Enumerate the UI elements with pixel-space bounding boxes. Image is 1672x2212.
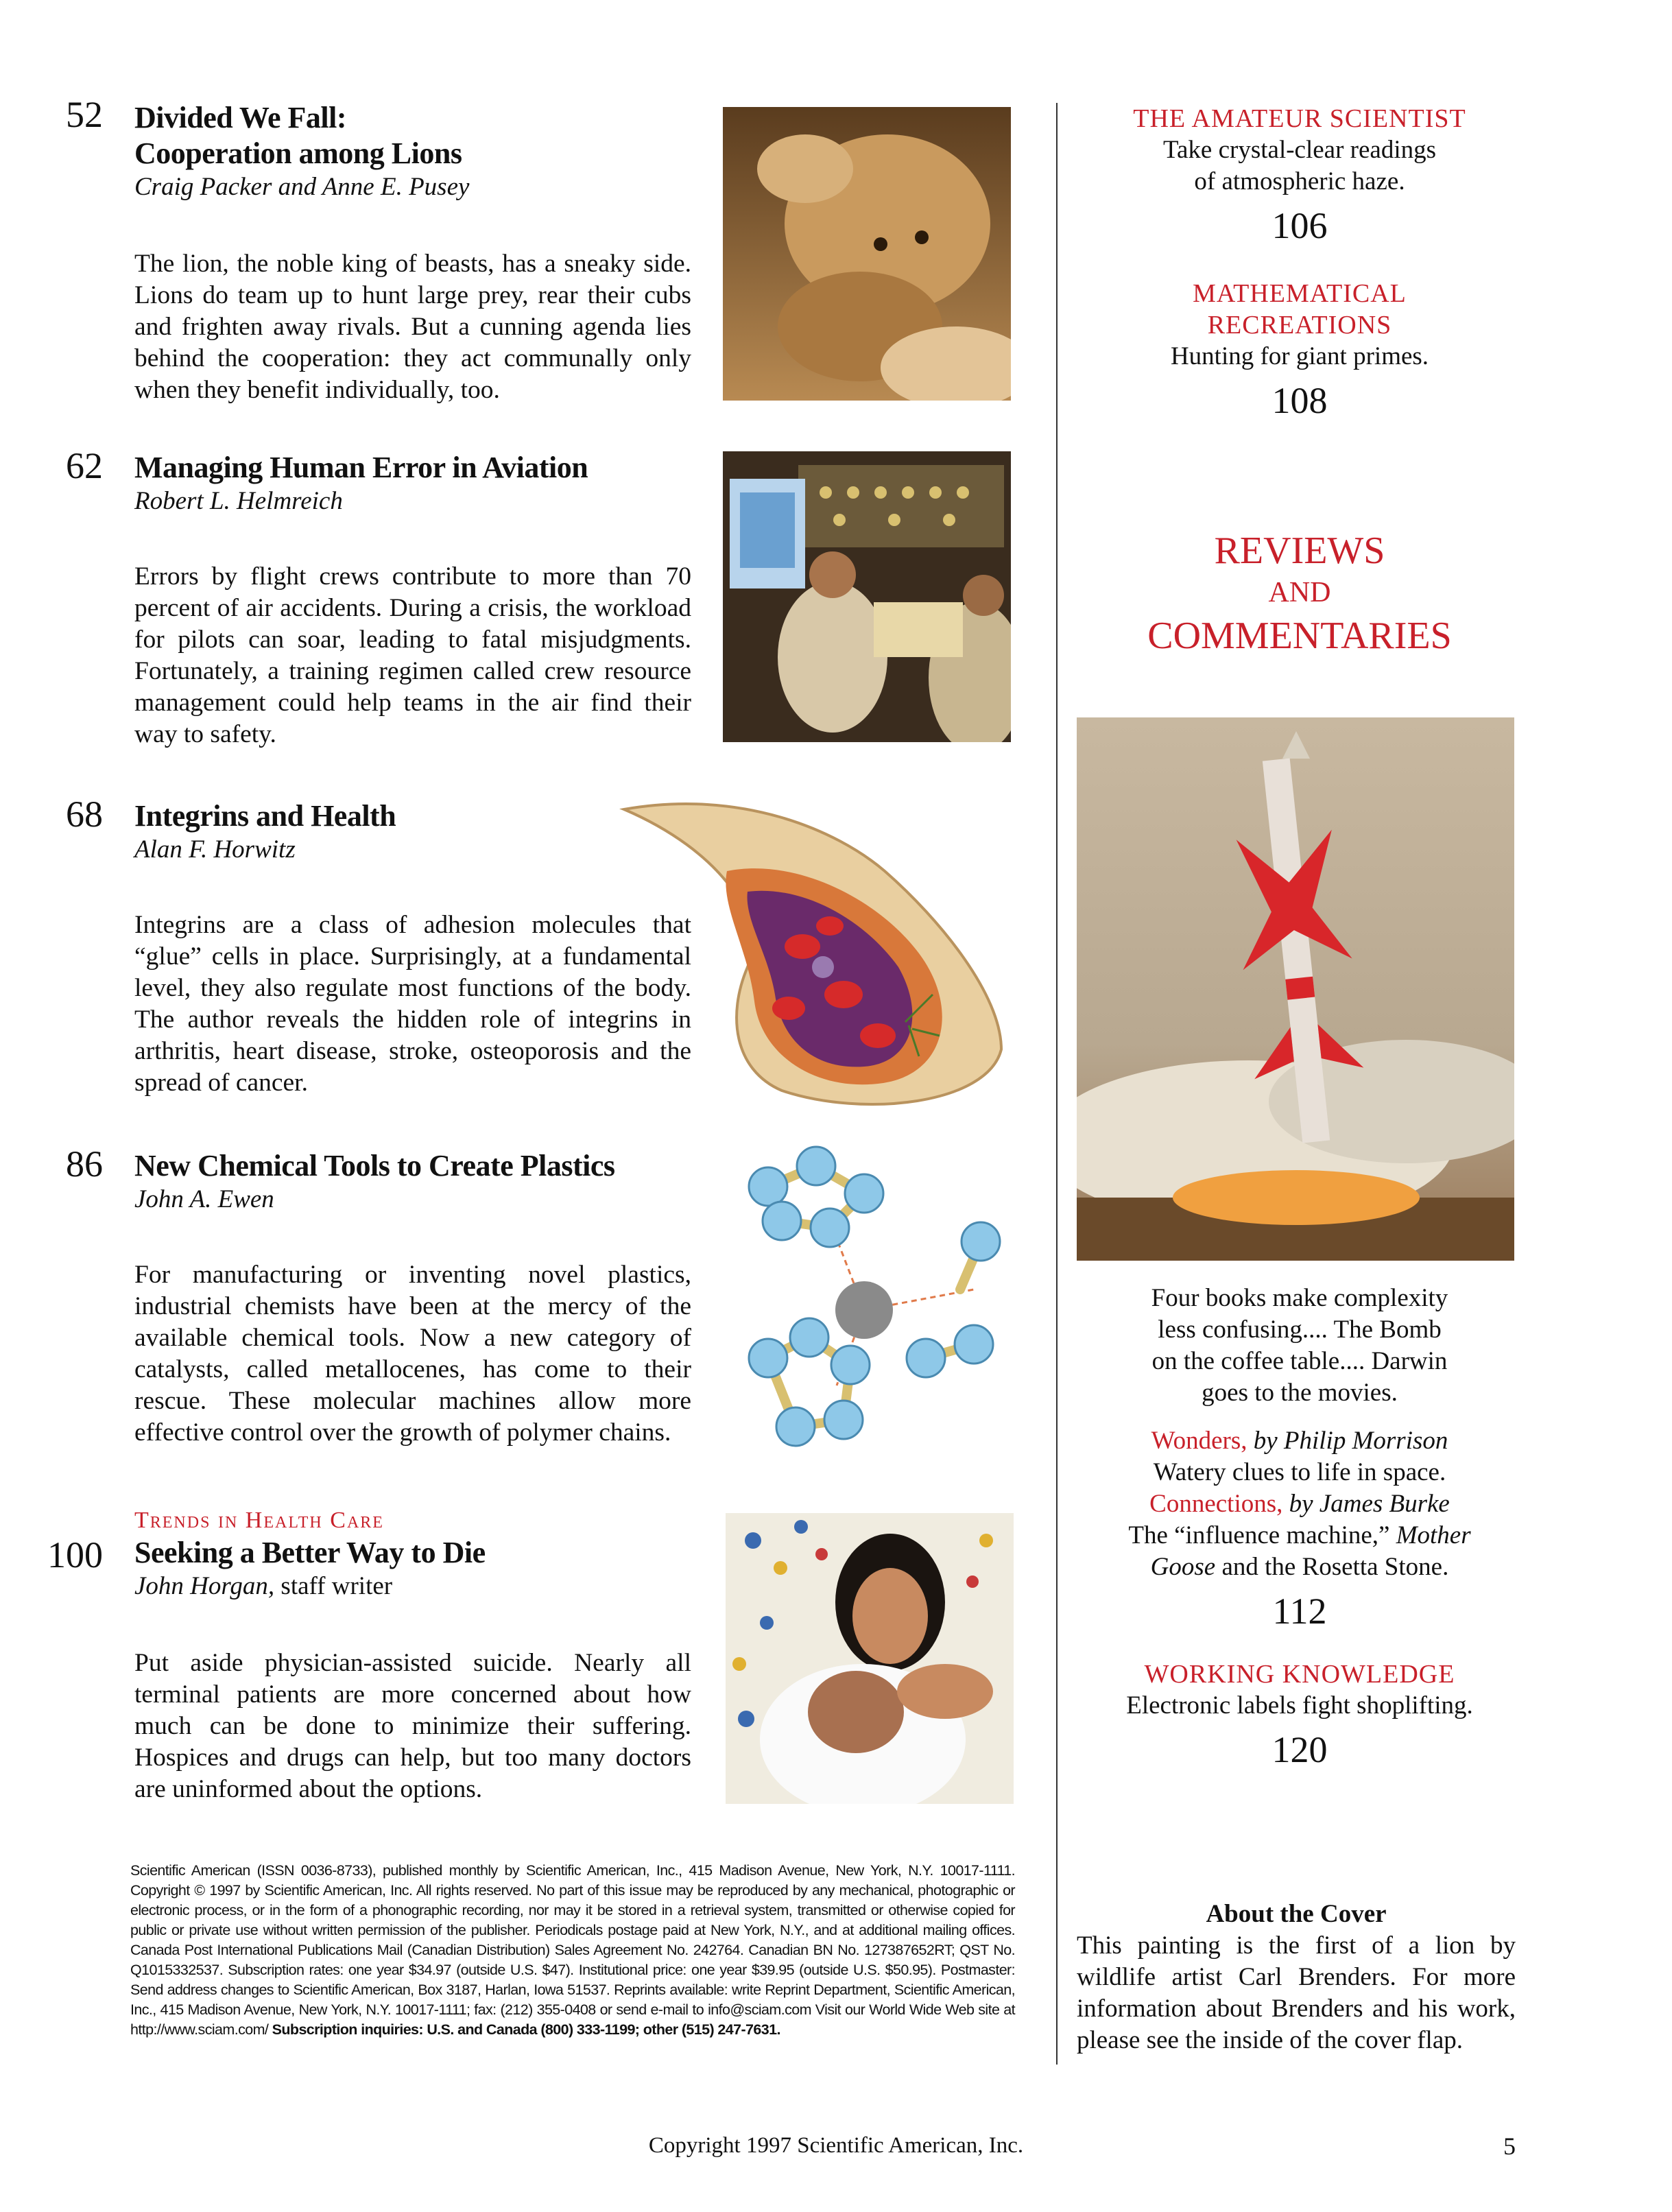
about-cover-text: This painting is the first of a lion by wildlife artist Carl Brenders. For more information about Brenders and his work, please see the inside of the cover flap. bbox=[1077, 1931, 1516, 2054]
review-text: goes to the movies. bbox=[1202, 1379, 1398, 1407]
and-word: AND bbox=[1268, 577, 1331, 608]
subscription-inquiries: Subscription inquiries: U.S. and Canada (800) 333-1199; other (515) 247-7631. bbox=[272, 2021, 780, 2038]
column-connections[interactable] bbox=[1070, 1488, 1529, 1635]
article-author: Alan F. Horwitz bbox=[134, 835, 296, 864]
article-author bbox=[134, 1571, 691, 1602]
article-lions[interactable] bbox=[134, 100, 691, 406]
department-text: Hunting for giant primes. bbox=[1170, 342, 1429, 370]
article-page-number: 86 bbox=[66, 1143, 103, 1185]
department-text: of atmospheric haze. bbox=[1194, 167, 1405, 195]
article-integrins[interactable] bbox=[134, 798, 691, 1099]
article-author: Craig Packer and Anne E. Pusey bbox=[134, 173, 470, 201]
department-heading[interactable]: THE AMATEUR SCIENTIST bbox=[1133, 104, 1466, 133]
publication-legal-notice bbox=[130, 1861, 1015, 2040]
department-amateur-scientist[interactable] bbox=[1070, 103, 1529, 250]
article-title[interactable]: New Chemical Tools to Create Plastics bbox=[134, 1149, 615, 1182]
article-description: Errors by flight crews contribute to more than 70 percent of air accidents. During a crisis, the workload for pilots can soar, leading to fatal misjudgments. Fortunately, a training regimen called crew resource management could help teams in the air find their way to safety. bbox=[134, 562, 691, 748]
column-byline: by Philip Morrison bbox=[1253, 1427, 1448, 1455]
about-cover-heading: About the Cover bbox=[1206, 1900, 1387, 1928]
column-byline: by James Burke bbox=[1289, 1490, 1450, 1518]
department-page-number: 106 bbox=[1271, 205, 1328, 246]
article-description: Put aside physician-assisted suicide. Nearly all terminal patients are more concerned about how much can be done to minimize their suffering. Hospices and drugs can help, but too many doctors are uninformed about the options. bbox=[134, 1649, 691, 1803]
article-description: Integrins are a class of adhesion molecules that “glue” cells in place. Surprisingly, at a fundamental level, they also regulate most functions of the body. The author reveals the hidden role of integrins in arthritis, heart disease, stroke, osteoporosis and the spread of cancer. bbox=[134, 911, 691, 1097]
author-role: staff writer bbox=[274, 1572, 393, 1600]
metallocene-molecule-illustration bbox=[727, 1139, 1015, 1482]
column-text: Watery clues to life in space. bbox=[1153, 1458, 1446, 1486]
legal-text: Scientific American (ISSN 0036-8733), published monthly by Scientific American, Inc., 415 Madison Avenue, New York, N.Y. 10017-1111. Copyright © 1997 by Scientific American, Inc. All rights reserved. No part of this issue may be reproduced by any mechanical, photographic or electronic process, or in the form of a phonographic recording, nor may it be stored in a retrieval system, transmitted or otherwise copied for public or private use without written permission of the publisher. Periodicals postage paid at New York, N.Y., and at additional mailing offices. Canada Post International Publications Mail (Canadian Distribution) Sales Agreement No. 242764. Canadian BN No. 127387652RT; QST No. Q1015332537. Subscription rates: one year $34.97 (outside U.S. $47). Institutional price: one year $39.95 (outside U.S. $50.95). Postmaster: Send address changes to Scientific American, Box 3187, Harlan, Iowa 51537. Reprints available: write Reprint Department, Scientific American, Inc., 415 Madison Avenue, New York, N.Y. 10017-1111; fax: (212) 355-0408 or send e-mail to info@sciam.com Visit our World Wide Web site at http://www.sciam.com/ bbox=[130, 1862, 1015, 2038]
reviews-word: REVIEWS bbox=[1214, 530, 1385, 572]
department-text: Take crystal-clear readings bbox=[1162, 136, 1437, 164]
article-page-number: 100 bbox=[47, 1534, 103, 1575]
department-text: Electronic labels fight shoplifting. bbox=[1126, 1691, 1473, 1720]
review-text: Four books make complexity bbox=[1151, 1284, 1448, 1312]
author-name: John Horgan, bbox=[134, 1572, 275, 1600]
article-title[interactable]: Integrins and Health bbox=[134, 799, 396, 833]
article-page-number: 52 bbox=[66, 94, 103, 135]
review-text: on the coffee table.... Darwin bbox=[1151, 1347, 1448, 1375]
rocket-painting bbox=[1077, 717, 1514, 1261]
department-heading[interactable]: MATHEMATICAL bbox=[1193, 279, 1407, 308]
column-label[interactable]: Connections, bbox=[1149, 1490, 1283, 1518]
about-the-cover bbox=[1077, 1899, 1516, 2056]
reviews-and-commentaries-heading bbox=[1070, 528, 1529, 660]
article-plastics[interactable] bbox=[134, 1148, 691, 1449]
article-author: Robert L. Helmreich bbox=[134, 487, 343, 515]
column-text: The “influence machine,” bbox=[1128, 1521, 1390, 1549]
column-divider bbox=[1056, 103, 1058, 2065]
article-kicker: Trends in Health Care bbox=[134, 1508, 384, 1533]
lions-photo bbox=[723, 107, 1011, 401]
article-title[interactable]: Seeking a Better Way to Die bbox=[134, 1536, 486, 1569]
department-heading[interactable]: WORKING KNOWLEDGE bbox=[1144, 1660, 1455, 1689]
footer-copyright: Copyright 1997 Scientific American, Inc. bbox=[648, 2133, 1024, 2158]
article-aviation[interactable] bbox=[134, 450, 691, 750]
department-page-number: 120 bbox=[1271, 1729, 1328, 1770]
article-author: John A. Ewen bbox=[134, 1185, 274, 1213]
commentaries-word: COMMENTARIES bbox=[1147, 615, 1452, 657]
article-better-way-to-die[interactable] bbox=[134, 1506, 691, 1805]
footer-page-number: 5 bbox=[1503, 2132, 1516, 2160]
department-working-knowledge[interactable] bbox=[1070, 1658, 1529, 1774]
article-description: For manufacturing or inventing novel plastics, industrial chemists have been at the mercy of the available chemical tools. Now a new category of catalysts, called metallocenes, has come to their rescue. These molecular machines allow more effective control over the growth of polymer chains. bbox=[134, 1261, 691, 1447]
column-page-number: 112 bbox=[1272, 1591, 1327, 1632]
article-page-number: 68 bbox=[66, 794, 103, 835]
department-heading-line2[interactable]: RECREATIONS bbox=[1207, 311, 1392, 340]
cockpit-photo bbox=[723, 451, 1011, 742]
article-title[interactable]: Managing Human Error in Aviation bbox=[134, 451, 588, 484]
article-page-number: 62 bbox=[66, 445, 103, 486]
column-text-italic: Goose bbox=[1150, 1553, 1216, 1581]
column-text-italic: Mother bbox=[1396, 1521, 1471, 1549]
article-description: The lion, the noble king of beasts, has a sneaky side. Lions do team up to hunt large prey, rear their cubs and frighten away rivals. But a cunning agenda lies behind the cooperation: they act communally only when they benefit individually, too. bbox=[134, 250, 691, 404]
department-mathematical-recreations[interactable] bbox=[1070, 278, 1529, 425]
column-text: and the Rosetta Stone. bbox=[1221, 1553, 1449, 1581]
column-wonders[interactable] bbox=[1070, 1425, 1529, 1488]
review-text: less confusing.... The Bomb bbox=[1158, 1316, 1442, 1344]
patient-photo bbox=[726, 1513, 1014, 1804]
bone-cross-section-illustration bbox=[617, 789, 1029, 1118]
article-title[interactable]: Divided We Fall: bbox=[134, 101, 346, 134]
book-reviews[interactable] bbox=[1070, 1283, 1529, 1409]
column-label[interactable]: Wonders, bbox=[1151, 1427, 1247, 1455]
article-title-line2[interactable]: Cooperation among Lions bbox=[134, 136, 462, 170]
department-page-number: 108 bbox=[1271, 380, 1328, 421]
